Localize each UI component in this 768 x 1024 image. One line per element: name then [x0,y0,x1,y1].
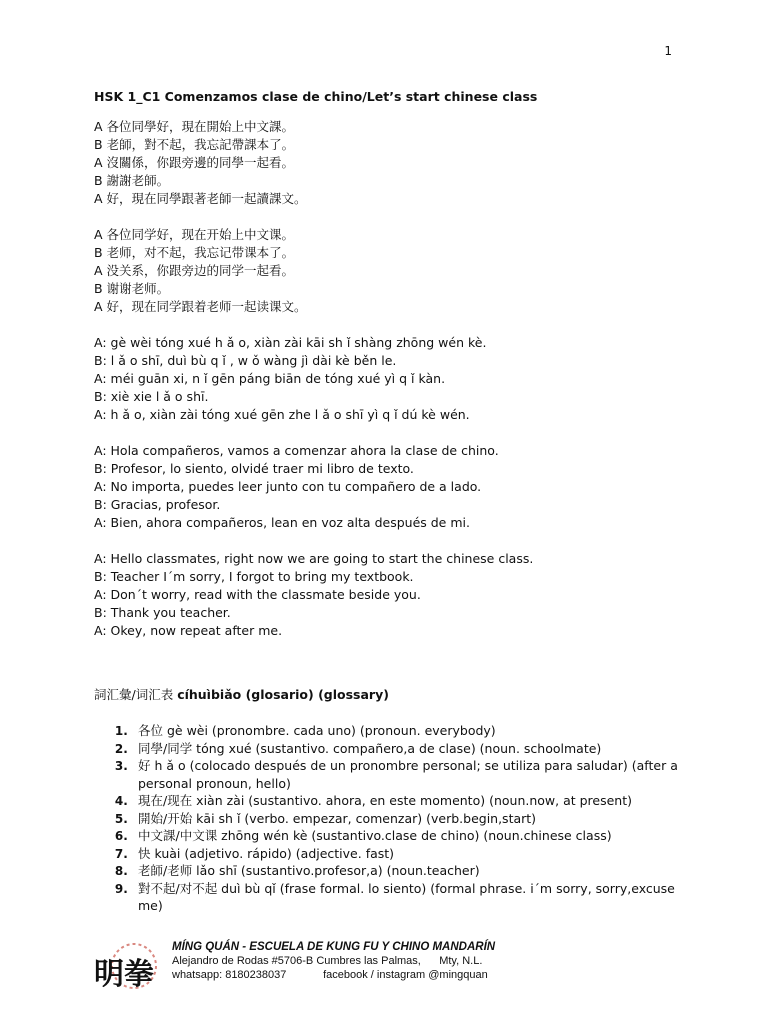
glossary-item: 6. 中文課/中文课 zhōng wén kè (sustantivo.clase de chino) (noun.chinese class) [132,827,694,845]
glossary-heading-cjk: 詞汇彙/词汇表 [94,687,178,702]
dialogue-line [94,298,694,316]
glossary-heading-latin: cíhuìbiǎo (glosario) (glossary) [177,687,389,702]
footer-address-row [172,954,495,968]
dialogue-line [94,280,694,298]
speaker-label: A: [94,407,107,422]
speaker-label: B: [94,605,107,620]
footer [92,930,612,1000]
dialogue-block [94,442,694,532]
footer-social: facebook / instagram @mingquan [323,969,488,981]
dialogue-line [94,406,694,424]
glossary-item: 9. 對不起/对不起 duì bù qǐ (frase formal. lo siento) (formal phrase. i´m sorry, sorry,excuse me) [132,880,694,915]
dialogue-line [94,244,694,262]
dialogue-blocks [94,118,694,640]
dialogue-text: 老師，對不起，我忘記帶課本了。 [106,137,295,152]
page-number: 1 [664,44,672,58]
dialogue-text: 没关系，你跟旁边的同学一起看。 [106,263,295,278]
document-body [94,88,694,915]
dialogue-line [94,586,694,604]
dialogue-line [94,352,694,370]
speaker-label: A: [94,371,107,386]
glossary-item: 8. 老師/老师 lǎo shī (sustantivo.profesor,a) (noun.teacher) [132,862,694,880]
dialogue-text: Gracias, profesor. [110,497,221,512]
dialogue-line [94,442,694,460]
dialogue-text: Hello classmates, right now we are going to start the chinese class. [110,551,534,566]
speaker-label: B: [94,389,107,404]
speaker-label: B [94,173,103,188]
dialogue-text: Hola compañeros, vamos a comenzar ahora la clase de chino. [110,443,499,458]
dialogue-text: 谢谢老师。 [106,281,170,296]
footer-title: MÍNG QUÁN - ESCUELA DE KUNG FU Y CHINO MANDARÍN [172,941,496,953]
speaker-label: A [94,191,103,206]
logo-text: 明拳 [94,957,154,992]
dialogue-line [94,604,694,622]
speaker-label: B: [94,497,107,512]
dialogue-line [94,478,694,496]
dialogue-text: Don´t worry, read with the classmate beside you. [110,587,421,602]
document-title: HSK 1_C1 Comenzamos clase de chino/Let’s start chinese class [94,89,538,104]
dialogue-line [94,136,694,154]
dialogue-block [94,550,694,640]
dialogue-line [94,514,694,532]
speaker-label: A [94,155,103,170]
dialogue-line [94,622,694,640]
speaker-label: A [94,227,103,242]
speaker-label: A [94,119,103,134]
dialogue-text: l ǎ o shī, duì bù q ǐ , w ǒ wàng jì dài kè běn le. [110,353,397,368]
glossary-list [94,722,694,915]
dialogue-line [94,550,694,568]
dialogue-line [94,118,694,136]
glossary-item: 5. 開始/开始 kāi sh ǐ (verbo. empezar, comenzar) (verb.begin,start) [132,810,694,828]
dialogue-line [94,172,694,190]
dialogue-text: No importa, puedes leer junto con tu compañero de a lado. [110,479,482,494]
speaker-label: B [94,281,103,296]
dialogue-text: xiè xie l ǎ o shī. [110,389,209,404]
dialogue-text: 各位同學好，現在開始上中文課。 [106,119,295,134]
dialogue-line [94,388,694,406]
dialogue-line [94,190,694,208]
dialogue-text: h ǎ o, xiàn zài tóng xué gēn zhe l ǎ o shī yì q ǐ dú kè wén. [110,407,470,422]
dialogue-block [94,118,694,208]
dialogue-line [94,568,694,586]
glossary-item: 1. 各位 gè wèi (pronombre. cada uno) (pronoun. everybody) [132,722,694,740]
dialogue-text: Thank you teacher. [110,605,231,620]
glossary-heading [94,686,694,704]
speaker-label: B [94,137,103,152]
dialogue-text: 老师，对不起，我忘记带课本了。 [106,245,295,260]
school-logo [92,940,162,1000]
speaker-label: A: [94,551,107,566]
dialogue-block [94,226,694,316]
speaker-label: A: [94,515,107,530]
dialogue-line [94,226,694,244]
speaker-label: B: [94,569,107,584]
speaker-label: B: [94,461,107,476]
glossary-item: 4. 現在/现在 xiàn zài (sustantivo. ahora, en este momento) (noun.now, at present) [132,792,694,810]
dialogue-text: Teacher I´m sorry, I forgot to bring my textbook. [110,569,414,584]
speaker-label: B: [94,353,107,368]
speaker-label: A: [94,479,107,494]
footer-city: Mty, N.L. [439,955,483,967]
dialogue-text: méi guān xi, n ǐ gēn páng biān de tóng xué yì q ǐ kàn. [110,371,446,386]
glossary-item: 7. 快 kuài (adjetivo. rápido) (adjective. fast) [132,845,694,863]
dialogue-line [94,496,694,514]
speaker-label: A: [94,335,107,350]
dialogue-line [94,460,694,478]
speaker-label: A: [94,443,107,458]
footer-contact-row [172,968,495,982]
speaker-label: A: [94,587,107,602]
speaker-label: A [94,263,103,278]
dialogue-block [94,334,694,424]
glossary-item: 3. 好 h ǎ o (colocado después de un pronombre personal; se utiliza para saludar) (after a personal pronoun, hello) [132,757,694,792]
dialogue-text: gè wèi tóng xué h ǎ o, xiàn zài kāi sh ǐ shàng zhōng wén kè. [110,335,487,350]
speaker-label: A: [94,623,107,638]
dialogue-text: 沒關係，你跟旁邊的同學一起看。 [106,155,295,170]
dialogue-text: Bien, ahora compañeros, lean en voz alta después de mi. [110,515,470,530]
dialogue-text: 謝謝老師。 [106,173,170,188]
dialogue-line [94,334,694,352]
footer-address: Alejandro de Rodas #5706-B Cumbres las Palmas, [172,955,421,967]
footer-text [172,940,495,982]
dialogue-text: Profesor, lo siento, olvidé traer mi libro de texto. [110,461,414,476]
dialogue-text: Okey, now repeat after me. [110,623,283,638]
speaker-label: B [94,245,103,260]
dialogue-text: 好，現在同學跟著老師一起讀課文。 [106,191,307,206]
glossary-item: 2. 同學/同学 tóng xué (sustantivo. compañero,a de clase) (noun. schoolmate) [132,740,694,758]
speaker-label: A [94,299,103,314]
dialogue-text: 好，现在同学跟着老师一起读课文。 [106,299,307,314]
dialogue-line [94,262,694,280]
dialogue-text: 各位同学好，现在开始上中文课。 [106,227,295,242]
dialogue-line [94,370,694,388]
dialogue-line [94,154,694,172]
footer-whatsapp: whatsapp: 8180238037 [172,969,287,981]
